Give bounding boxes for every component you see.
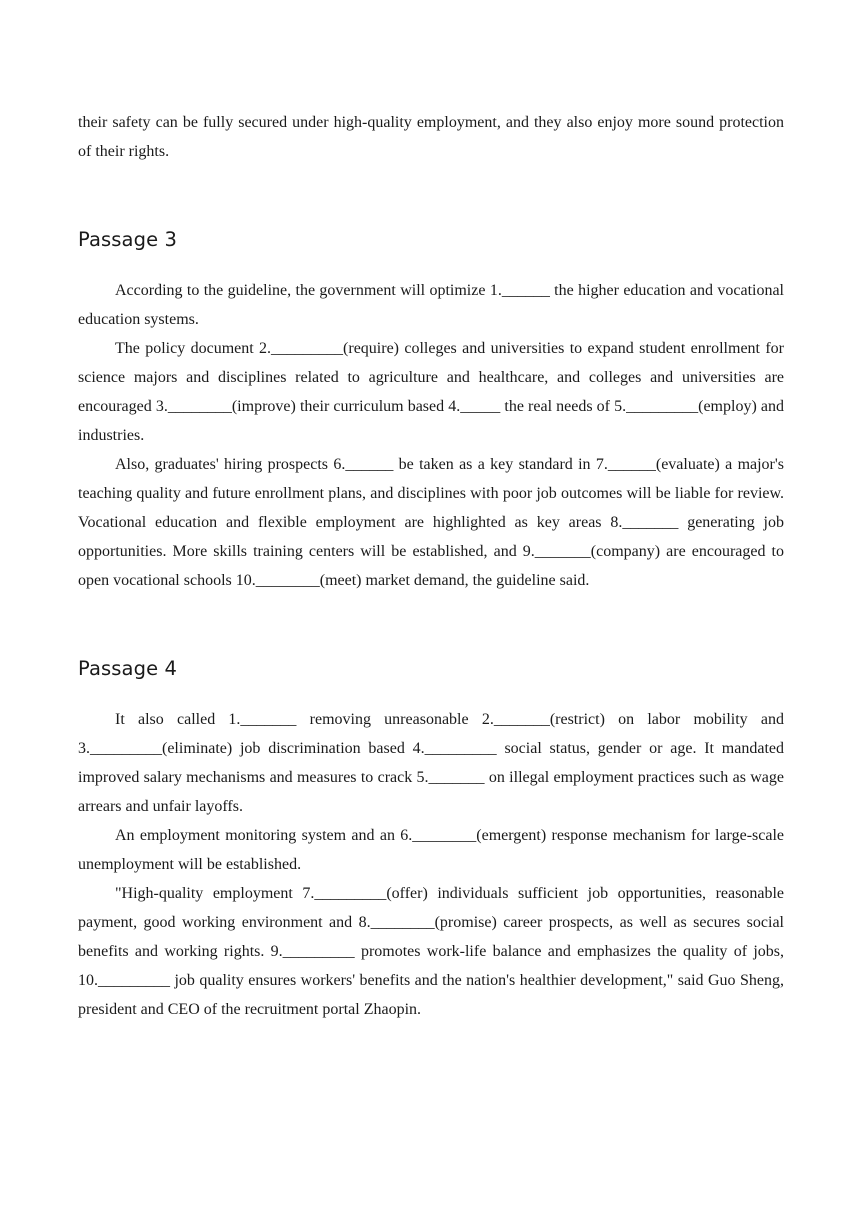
passage-3 xyxy=(78,226,784,595)
passage-4 xyxy=(78,655,784,1024)
passage-4-paragraph-2: An employment monitoring system and an 6.________(emergent) response mechanism for large-scale unemployment will be established. xyxy=(78,827,784,873)
passage-4-paragraph-3: "High-quality employment 7._________(offer) individuals sufficient job opportunities, reasonable payment, good working environment and 8.________(promise) career prospects, as well as secures social benefits and working rights. 9._________ promotes work-life balance and emphasizes the quality of jobs, 10._________ job quality ensures workers' benefits and the nation's healthier development," said Guo Sheng, president and CEO of the recruitment portal Zhaopin. xyxy=(78,885,784,1018)
passage-3-paragraph-3: Also, graduates' hiring prospects 6.______ be taken as a key standard in 7.______(evaluate) a major's teaching quality and future enrollment plans, and disciplines with poor job outcomes will be liable for review. Vocational education and flexible employment are highlighted as key areas 8._______ generating job opportunities. More skills training centers will be established, and 9._______(company) are encouraged to open vocational schools 10.________(meet) market demand, the guideline said. xyxy=(78,456,784,589)
passage-3-paragraph-2: The policy document 2._________(require) colleges and universities to expand student enrollment for science majors and disciplines related to agriculture and healthcare, and colleges and universities are encouraged 3.________(improve) their curriculum based 4._____ the real needs of 5._________(employ) and industries. xyxy=(78,340,784,444)
continuation-paragraph: their safety can be fully secured under high-quality employment, and they also enjoy more sound protection of their rights. xyxy=(78,114,784,160)
passage-4-heading: Passage 4 xyxy=(78,657,177,680)
passage-3-heading: Passage 3 xyxy=(78,228,177,251)
document-page xyxy=(78,108,784,1024)
passage-3-paragraph-1: According to the guideline, the government will optimize 1.______ the higher education and vocational education systems. xyxy=(78,282,784,328)
passage-4-paragraph-1: It also called 1._______ removing unreasonable 2._______(restrict) on labor mobility and 3._________(eliminate) job discrimination based 4._________ social status, gender or age. It mandated improved salary mechanisms and measures to crack 5._______ on illegal employment practices such as wage arrears and unfair layoffs. xyxy=(78,711,784,815)
